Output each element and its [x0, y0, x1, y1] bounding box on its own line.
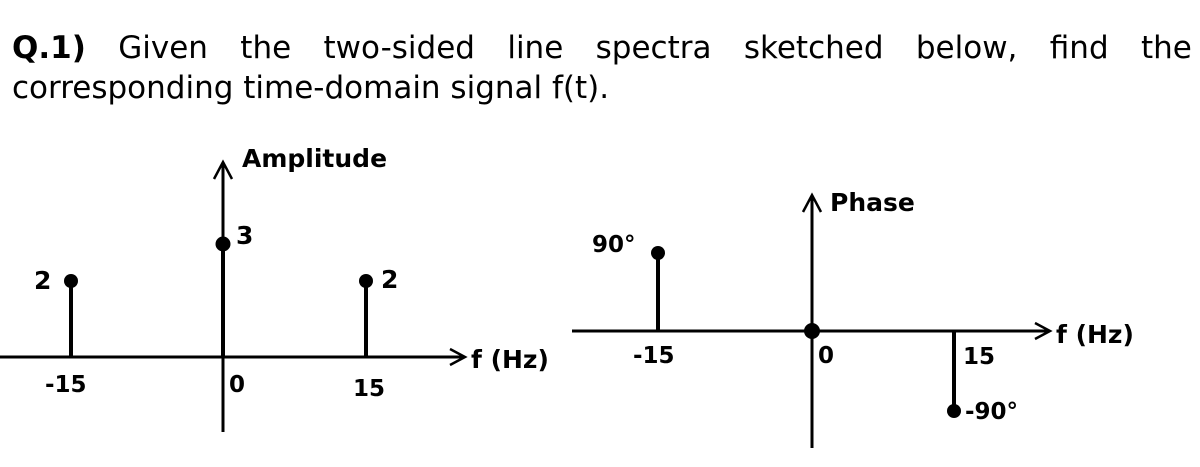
question-word: find: [1049, 30, 1109, 66]
phase-origin-label: 0: [818, 343, 835, 369]
phase-tick-label-minus15: -15: [633, 343, 675, 369]
phase-point-minus15: [651, 246, 665, 260]
amplitude-x-axis-label: f (Hz): [471, 345, 549, 374]
question-word: Given: [118, 30, 208, 66]
phase-tick-label-15: 15: [963, 344, 996, 370]
question-line-2: corresponding time-domain signal f(t).: [12, 70, 610, 106]
amplitude-value-label-15: 2: [381, 265, 399, 294]
amplitude-tick-label-minus15: -15: [45, 372, 87, 398]
question-word: the: [240, 30, 292, 66]
question-word: below,: [915, 30, 1018, 66]
phase-title: Phase: [830, 188, 915, 217]
amplitude-title: Amplitude: [242, 144, 388, 173]
phase-point-15: [947, 404, 961, 418]
amplitude-value-label-0: 3: [236, 221, 254, 250]
phase-value-label-15: -90°: [965, 399, 1019, 425]
amplitude-spectrum: [0, 144, 549, 432]
amplitude-origin-label: 0: [229, 372, 246, 398]
amplitude-point-0: [216, 237, 231, 252]
question-number: Q.1): [12, 30, 86, 66]
amplitude-point-15: [359, 274, 373, 288]
question-word: spectra: [595, 30, 712, 66]
amplitude-tick-label-15: 15: [353, 376, 386, 402]
phase-x-axis-label: f (Hz): [1056, 320, 1134, 349]
amplitude-value-label-minus15: 2: [34, 266, 52, 295]
question-word: two-sided: [323, 30, 475, 66]
phase-point-0: [804, 323, 820, 339]
phase-spectrum: [572, 188, 1134, 448]
question-word: line: [507, 30, 564, 66]
question-word: the: [1141, 30, 1192, 66]
question-word: sketched: [743, 30, 884, 66]
amplitude-point-minus15: [64, 274, 78, 288]
phase-value-label-minus15: 90°: [592, 232, 636, 258]
